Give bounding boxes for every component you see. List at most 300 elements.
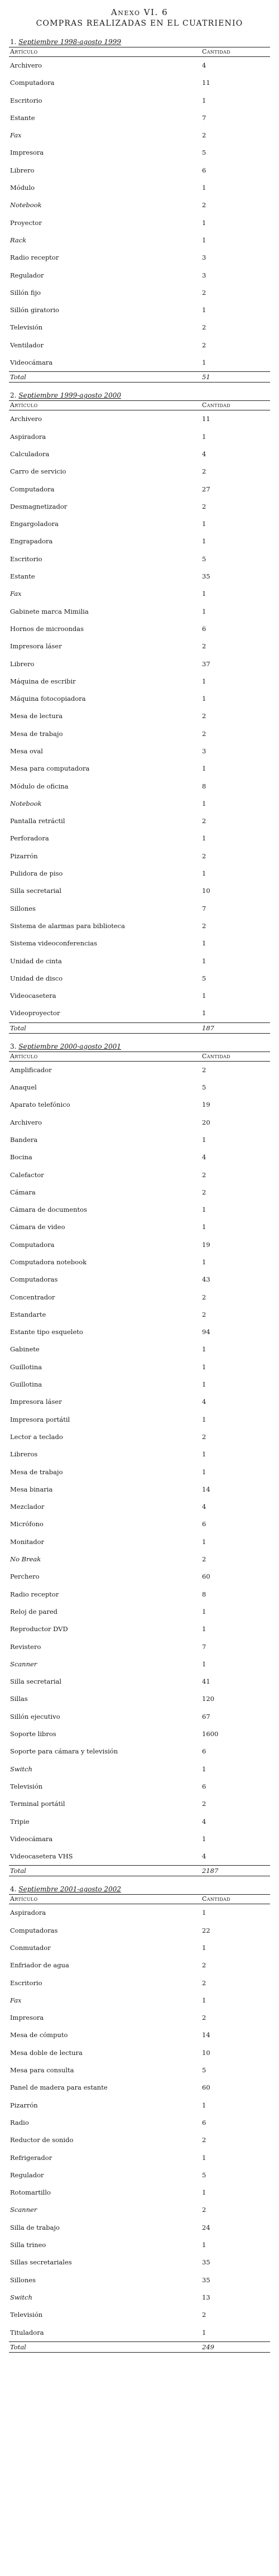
table-row <box>9 603 270 620</box>
item-quantity: 1 <box>202 1660 206 1668</box>
table-row <box>9 1167 270 1184</box>
item-name: Bocina <box>10 1153 32 1162</box>
table-row <box>9 568 270 585</box>
item-quantity: 13 <box>202 2293 210 2301</box>
item-quantity: 4 <box>202 1852 206 1861</box>
item-name: Notebook <box>10 201 42 209</box>
table-row <box>9 232 270 249</box>
table-row <box>9 1586 270 1603</box>
total-row <box>9 1022 270 1034</box>
item-quantity: 43 <box>202 1275 210 1284</box>
item-quantity: 5 <box>202 974 206 982</box>
item-quantity: 1 <box>202 1468 206 1476</box>
table-body <box>9 1062 270 1866</box>
section-period: Septiembre 1998-agosto 1999 <box>18 38 121 46</box>
item-quantity: 6 <box>202 1747 206 1756</box>
item-name: Módulo de oficina <box>10 782 69 790</box>
item-name: Módulo <box>10 184 35 192</box>
item-name: Impresora portátil <box>10 1415 70 1423</box>
item-quantity: 6 <box>202 166 206 174</box>
item-quantity: 1 <box>202 1765 206 1773</box>
item-quantity: 10 <box>202 2048 210 2057</box>
table-row <box>9 620 270 638</box>
item-name: Tituladora <box>10 2328 44 2336</box>
item-name: Gabinete <box>10 1345 40 1354</box>
item-name: Computadoras <box>10 1926 58 1934</box>
item-quantity: 1 <box>202 1345 206 1354</box>
section-title <box>9 37 270 47</box>
item-name: Librero <box>10 659 35 668</box>
table-row <box>9 1464 270 1481</box>
table-row <box>9 57 270 74</box>
item-name: Computadora <box>10 485 55 493</box>
table-row <box>9 1904 270 1922</box>
item-name: Carro de servicio <box>10 467 66 476</box>
section-title <box>9 1884 270 1894</box>
table-row <box>9 2254 270 2271</box>
item-name: Notebook <box>10 799 42 807</box>
table-row <box>9 109 270 127</box>
item-name: Silla de trabajo <box>10 2223 60 2231</box>
column-header-qty: Cantidad <box>202 402 230 409</box>
section-2 <box>9 390 270 1033</box>
section-period: Septiembre 2001-agosto 2002 <box>18 1885 121 1894</box>
item-name: Computadoras <box>10 1275 58 1284</box>
table-row <box>9 2289 270 2306</box>
section-number: 1. <box>10 38 17 46</box>
table-row <box>9 743 270 760</box>
item-name: Máquina de escribir <box>10 677 76 685</box>
table-header <box>9 400 270 410</box>
item-name: Máquina fotocopiadora <box>10 695 86 703</box>
item-quantity: 1 <box>202 764 206 773</box>
table-row <box>9 987 270 1005</box>
total-label: Total <box>10 1867 26 1875</box>
item-quantity: 2 <box>202 502 206 510</box>
item-quantity: 7 <box>202 1642 206 1651</box>
item-name: Silla secretarial <box>10 1677 62 1686</box>
item-quantity: 1 <box>202 218 206 227</box>
item-quantity: 5 <box>202 2171 206 2179</box>
table-row <box>9 1568 270 1585</box>
table-row <box>9 354 270 371</box>
table-row <box>9 2149 270 2167</box>
item-quantity: 1 <box>202 1258 206 1266</box>
item-quantity: 1 <box>202 1380 206 1389</box>
table-row <box>9 1184 270 1201</box>
item-quantity: 2 <box>202 131 206 140</box>
table-header <box>9 1894 270 1904</box>
section-title <box>9 390 270 400</box>
total-row <box>9 371 270 383</box>
item-quantity: 7 <box>202 113 206 122</box>
item-quantity: 14 <box>202 1485 210 1493</box>
item-quantity: 1 <box>202 537 206 546</box>
item-quantity: 1 <box>202 590 206 598</box>
item-quantity: 1 <box>202 2188 206 2197</box>
total-label: Total <box>10 2343 26 2351</box>
table-row <box>9 74 270 92</box>
item-name: Radio receptor <box>10 254 59 262</box>
table-row <box>9 1114 270 1131</box>
table-row <box>9 585 270 603</box>
table-header <box>9 1052 270 1062</box>
item-quantity: 1 <box>202 992 206 1000</box>
item-name: Archivero <box>10 61 42 69</box>
column-header-item: Artículo <box>10 402 38 409</box>
item-quantity: 4 <box>202 1817 206 1825</box>
table-row <box>9 1848 270 1865</box>
item-quantity: 1600 <box>202 1730 219 1738</box>
item-quantity: 2 <box>202 2014 206 2022</box>
total-value: 51 <box>202 373 210 381</box>
item-quantity: 20 <box>202 1118 210 1126</box>
table-row <box>9 319 270 336</box>
item-quantity: 6 <box>202 624 206 633</box>
item-quantity: 4 <box>202 1398 206 1406</box>
item-name: Aspiradora <box>10 1909 46 1917</box>
table-row <box>9 865 270 882</box>
item-quantity: 10 <box>202 887 210 895</box>
item-quantity: 2 <box>202 1978 206 1987</box>
item-name: Computadora <box>10 1240 55 1249</box>
item-quantity: 1 <box>202 939 206 948</box>
item-name: Mezclador <box>10 1503 45 1511</box>
table-row <box>9 638 270 655</box>
section-gap <box>9 383 270 390</box>
table-row <box>9 690 270 708</box>
item-quantity: 1 <box>202 1537 206 1546</box>
table-row <box>9 2236 270 2254</box>
item-quantity: 1 <box>202 1009 206 1017</box>
table-row <box>9 551 270 568</box>
table-row <box>9 1551 270 1568</box>
item-name: Scanner <box>10 2206 37 2214</box>
table-row <box>9 1271 270 1288</box>
table-row <box>9 2272 270 2289</box>
item-quantity: 1 <box>202 520 206 528</box>
item-quantity: 1 <box>202 96 206 104</box>
item-quantity: 120 <box>202 1695 214 1703</box>
item-quantity: 1 <box>202 2328 206 2336</box>
item-name: Sillones <box>10 2276 36 2284</box>
item-quantity: 67 <box>202 1712 210 1720</box>
item-name: Mesa de trabajo <box>10 1468 63 1476</box>
table-row <box>9 2201 270 2219</box>
item-name: Refrigerador <box>10 2153 52 2162</box>
item-quantity: 2 <box>202 1065 206 1074</box>
table-row <box>9 2097 270 2114</box>
item-quantity: 35 <box>202 2258 210 2267</box>
item-name: Revistero <box>10 1642 41 1651</box>
item-name: Televisión <box>10 2311 43 2319</box>
item-quantity: 2 <box>202 852 206 860</box>
table-row <box>9 463 270 480</box>
item-name: Fax <box>10 1996 22 2004</box>
table-row <box>9 1621 270 1638</box>
item-name: Reductor de sonido <box>10 2136 74 2144</box>
table-row <box>9 481 270 498</box>
item-name: Engrapadora <box>10 537 53 546</box>
table-row <box>9 1149 270 1166</box>
item-name: Cámara <box>10 1188 36 1196</box>
page-title: COMPRAS REALIZADAS EN EL CUATRIENIO <box>36 19 243 28</box>
item-quantity: 2 <box>202 817 206 825</box>
table-row <box>9 2044 270 2062</box>
table-row <box>9 1289 270 1306</box>
item-name: Panel de madera para estante <box>10 2083 108 2092</box>
item-quantity: 1 <box>202 1996 206 2004</box>
item-name: Estante tipo esqueleto <box>10 1328 83 1336</box>
item-quantity: 2 <box>202 341 206 349</box>
table-body <box>9 57 270 371</box>
table-row <box>9 917 270 935</box>
table-row <box>9 2219 270 2236</box>
item-name: Videocámara <box>10 1834 53 1843</box>
item-name: Perchero <box>10 1573 40 1581</box>
table-row <box>9 1341 270 1358</box>
item-quantity: 1 <box>202 1909 206 1917</box>
table-row <box>9 1726 270 1743</box>
section-gap <box>9 1876 270 1884</box>
section-3 <box>9 1041 270 1877</box>
item-name: Proyector <box>10 218 42 227</box>
table-row <box>9 179 270 197</box>
item-quantity: 2 <box>202 1432 206 1441</box>
table-row <box>9 1096 270 1113</box>
item-quantity: 11 <box>202 79 210 87</box>
item-quantity: 35 <box>202 2276 210 2284</box>
table-row <box>9 1992 270 2009</box>
item-name: Estante <box>10 572 35 581</box>
table-row <box>9 2131 270 2149</box>
table-row <box>9 1236 270 1254</box>
item-name: Silla trineo <box>10 2241 46 2249</box>
item-name: Unidad de cinta <box>10 957 62 965</box>
table-row <box>9 1481 270 1498</box>
table-row <box>9 1323 270 1341</box>
item-quantity: 2 <box>202 1188 206 1196</box>
item-quantity: 1 <box>202 957 206 965</box>
section-number: 4. <box>10 1885 17 1894</box>
item-name: Cámara de video <box>10 1223 65 1231</box>
table-row <box>9 1831 270 1848</box>
item-name: Mesa de lectura <box>10 712 63 720</box>
item-name: Regulador <box>10 2171 44 2179</box>
item-quantity: 2 <box>202 467 206 476</box>
table-row <box>9 1498 270 1516</box>
table-row <box>9 1778 270 1795</box>
item-quantity: 1 <box>202 1135 206 1144</box>
item-quantity: 1 <box>202 2153 206 2162</box>
item-name: Bandera <box>10 1135 38 1144</box>
table-row <box>9 267 270 284</box>
table-row <box>9 1533 270 1551</box>
item-quantity: 11 <box>202 415 210 423</box>
table-row <box>9 656 270 673</box>
table-row <box>9 1603 270 1621</box>
table-row <box>9 197 270 214</box>
table-row <box>9 970 270 987</box>
table-row <box>9 410 270 428</box>
column-header-item: Artículo <box>10 48 38 55</box>
item-quantity: 4 <box>202 1153 206 1162</box>
total-label: Total <box>10 373 26 381</box>
table-row <box>9 673 270 690</box>
item-name: Anaquel <box>10 1083 37 1092</box>
item-name: Conmutador <box>10 1943 51 1952</box>
total-value: 2187 <box>202 1867 219 1875</box>
item-name: Aspiradora <box>10 432 46 441</box>
item-quantity: 1 <box>202 306 206 314</box>
item-name: Silla secretarial <box>10 887 62 895</box>
item-name: Calefactor <box>10 1170 44 1179</box>
total-value: 187 <box>202 1024 214 1032</box>
table-row <box>9 1359 270 1376</box>
item-quantity: 1 <box>202 695 206 703</box>
table-row <box>9 1708 270 1726</box>
item-name: Pulidora de piso <box>10 869 63 878</box>
table-row <box>9 1939 270 1957</box>
table-row <box>9 848 270 865</box>
item-quantity: 6 <box>202 1782 206 1790</box>
table-row <box>9 1393 270 1411</box>
item-quantity: 5 <box>202 555 206 563</box>
table-row <box>9 302 270 319</box>
section-period: Septiembre 2000-agosto 2001 <box>18 1042 121 1050</box>
item-quantity: 1 <box>202 869 206 878</box>
item-name: Terminal portátil <box>10 1800 65 1808</box>
table-row <box>9 2114 270 2131</box>
item-quantity: 1 <box>202 1450 206 1459</box>
item-quantity: 8 <box>202 782 206 790</box>
item-quantity: 6 <box>202 1520 206 1528</box>
item-quantity: 41 <box>202 1677 210 1686</box>
item-name: Engargoladora <box>10 520 59 528</box>
table-row <box>9 446 270 463</box>
item-name: Impresora <box>10 149 44 157</box>
table-row <box>9 1131 270 1149</box>
item-name: Fax <box>10 590 22 598</box>
item-name: Estandarte <box>10 1310 46 1318</box>
table-row <box>9 92 270 109</box>
item-name: Impresora <box>10 2014 44 2022</box>
item-quantity: 24 <box>202 2223 210 2231</box>
table-row <box>9 1079 270 1096</box>
item-name: Soporte libros <box>10 1730 56 1738</box>
item-name: Escritorio <box>10 555 42 563</box>
item-name: Sillas secretariales <box>10 2258 72 2267</box>
item-name: Sillón giratorio <box>10 306 59 314</box>
item-name: Mesa binaria <box>10 1485 53 1493</box>
table-row <box>9 1656 270 1673</box>
table-row <box>9 2009 270 2027</box>
table-row <box>9 2184 270 2201</box>
item-name: Computadora notebook <box>10 1258 87 1266</box>
item-quantity: 1 <box>202 236 206 244</box>
item-quantity: 6 <box>202 2118 206 2126</box>
sections-container <box>9 37 270 2353</box>
item-quantity: 4 <box>202 61 206 69</box>
table-row <box>9 1376 270 1393</box>
table-row <box>9 1638 270 1656</box>
item-name: Cámara de documentos <box>10 1206 87 1214</box>
item-quantity: 35 <box>202 572 210 581</box>
table-row <box>9 1813 270 1831</box>
item-name: Videoproyector <box>10 1009 60 1017</box>
item-name: Gabinete marca Mimilia <box>10 607 89 615</box>
item-name: Calculadora <box>10 450 50 458</box>
item-quantity: 4 <box>202 1503 206 1511</box>
item-quantity: 1 <box>202 1625 206 1633</box>
item-quantity: 2 <box>202 288 206 297</box>
item-name: Switch <box>10 1765 32 1773</box>
item-quantity: 1 <box>202 834 206 843</box>
table-row <box>9 1795 270 1813</box>
item-name: Impresora láser <box>10 1398 62 1406</box>
item-quantity: 2 <box>202 921 206 930</box>
item-name: Escritorio <box>10 96 42 104</box>
item-name: Radio receptor <box>10 1590 59 1598</box>
table-row <box>9 953 270 970</box>
section-number: 3. <box>10 1042 17 1050</box>
table-row <box>9 813 270 830</box>
item-name: Sillas <box>10 1695 28 1703</box>
item-quantity: 3 <box>202 747 206 755</box>
item-name: Radio <box>10 2118 29 2126</box>
item-name: Sillón ejecutivo <box>10 1712 60 1720</box>
item-quantity: 1 <box>202 2101 206 2109</box>
table-row <box>9 127 270 144</box>
table-row <box>9 1516 270 1533</box>
table-row <box>9 1254 270 1271</box>
section-period: Septiembre 1999-agosto 2000 <box>18 391 121 400</box>
item-quantity: 14 <box>202 2031 210 2039</box>
section-1 <box>9 37 270 383</box>
item-quantity: 22 <box>202 1926 210 1934</box>
item-name: Libreros <box>10 1450 38 1459</box>
item-name: Hornos de microondas <box>10 624 84 633</box>
item-quantity: 1 <box>202 1223 206 1231</box>
total-value: 249 <box>202 2343 214 2351</box>
item-quantity: 60 <box>202 2083 210 2092</box>
section-4 <box>9 1884 270 2352</box>
column-header-qty: Cantidad <box>202 1895 230 1903</box>
table-row <box>9 498 270 515</box>
item-name: Scanner <box>10 1660 37 1668</box>
item-name: Videocasetera VHS <box>10 1852 73 1861</box>
item-name: No Break <box>10 1555 41 1564</box>
table-row <box>9 162 270 179</box>
item-quantity: 2 <box>202 1310 206 1318</box>
section-gap <box>9 1034 270 1041</box>
item-quantity: 1 <box>202 677 206 685</box>
table-row <box>9 1446 270 1463</box>
item-name: Desmagnetizador <box>10 502 68 510</box>
item-name: Regulador <box>10 271 44 279</box>
item-quantity: 2 <box>202 2311 206 2319</box>
item-name: Lector a teclado <box>10 1432 63 1441</box>
section-number: 2. <box>10 391 17 400</box>
item-name: Sillón fijo <box>10 288 41 297</box>
item-name: Monitador <box>10 1537 45 1546</box>
column-header-item: Artículo <box>10 1052 38 1060</box>
table-row <box>9 725 270 743</box>
item-name: Mesa de trabajo <box>10 729 63 738</box>
table-row <box>9 533 270 550</box>
item-quantity: 19 <box>202 1101 210 1109</box>
item-quantity: 3 <box>202 271 206 279</box>
